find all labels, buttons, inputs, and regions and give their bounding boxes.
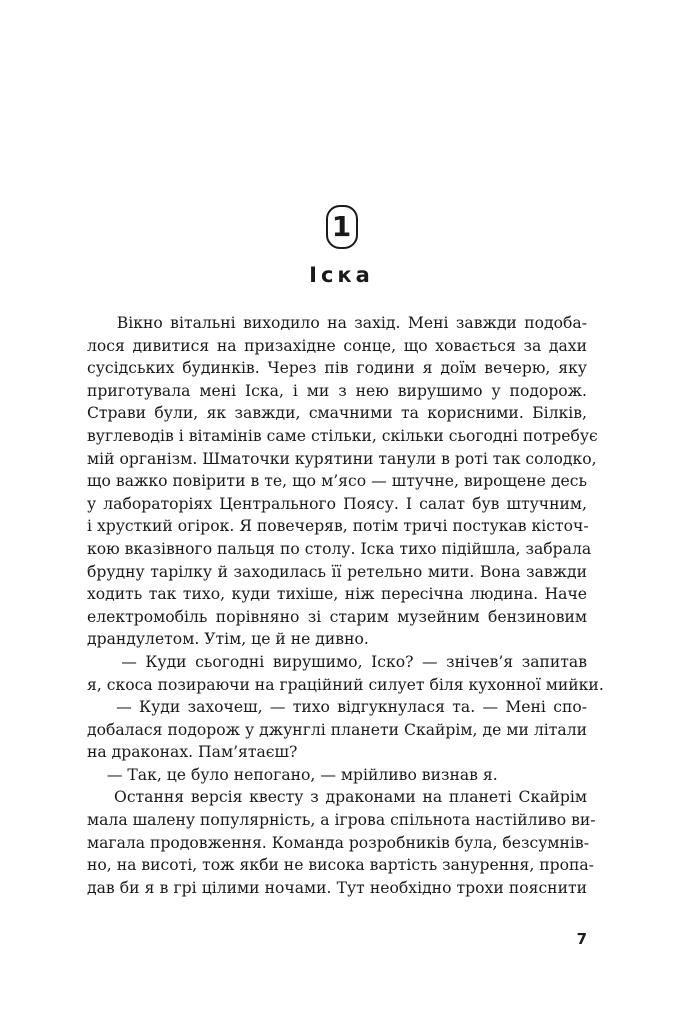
text-line: Вікно вітальні виходило на захід. Мені завжди подоба-: [87, 314, 587, 332]
text-line: сусідських будинків. Через пів години я доїм вечерю, яку: [87, 359, 587, 378]
text-line: мала шалену популярність, а ігрова спільнота настійливо ви-: [87, 811, 596, 830]
text-line: — Куди сьогодні вирушимо, Іско? — знічев’я запитав: [87, 652, 587, 671]
chapter-number: 1: [326, 205, 358, 249]
text-line: Страви були, як завжди, смачними та корисними. Білків,: [87, 404, 587, 423]
text-line: драндулетом. Утім, це й не дивно.: [87, 630, 369, 649]
page-number: 7: [576, 930, 587, 948]
text-line: що важко повірити в те, що м’ясо — штучне, вирощене десь: [87, 472, 587, 491]
text-line: добалася подорож у джунглі планети Скайрім, де ми літали: [87, 720, 587, 739]
text-line: — Куди захочеш, — тихо відгукнулася та. — Мені спо-: [87, 698, 587, 717]
text-line: я, скоса позираючи на граційний силует біля кухонної мийки.: [87, 675, 604, 694]
text-line: приготувала мені Іска, і ми з нею вирушимо у подорож.: [87, 381, 587, 400]
text-line: — Так, це було непогано, — мрійливо визнав я.: [87, 765, 498, 784]
text-line: у лабораторіях Центрального Поясу. І салат був штучним,: [87, 494, 587, 513]
text-line: но, на висоті, тож якби не висока вартість занурення, пропа-: [87, 856, 594, 875]
text-line: Остання версія квесту з драконами на планеті Скайрім: [87, 788, 587, 807]
text-line: електромобіль порівняно зі старим музейним бензиновим: [87, 607, 587, 626]
text-line: і хрусткий огірок. Я повечеряв, потім тричі постукав кісточ-: [87, 517, 589, 536]
chapter-body-text: [87, 312, 604, 899]
text-line: брудну тарілку й заходилась її ретельно мити. Вона завжди: [87, 562, 587, 581]
text-line: дав би я в грі цілими ночами. Тут необхідно трохи пояснити: [87, 878, 587, 897]
text-line: магала продовження. Команда розробників була, безсумнів-: [87, 833, 589, 852]
text-line: лося дивитися на призахідне сонце, що ховається за дахи: [87, 336, 587, 355]
text-line: ходить так тихо, куди тихіше, ніж пересічна людина. Наче: [87, 585, 587, 604]
chapter-heading: [0, 205, 683, 287]
chapter-title: Іска: [309, 263, 374, 287]
text-line: на драконах. Пам’ятаєш?: [87, 743, 298, 762]
text-line: кою вказівного пальця по столу. Іска тихо підійшла, забрала: [87, 539, 592, 558]
text-line: вуглеводів і вітамінів саме стільки, скільки сьогодні потребує: [87, 426, 598, 445]
text-line: мій організм. Шматочки курятини танули в роті так солодко,: [87, 449, 597, 468]
